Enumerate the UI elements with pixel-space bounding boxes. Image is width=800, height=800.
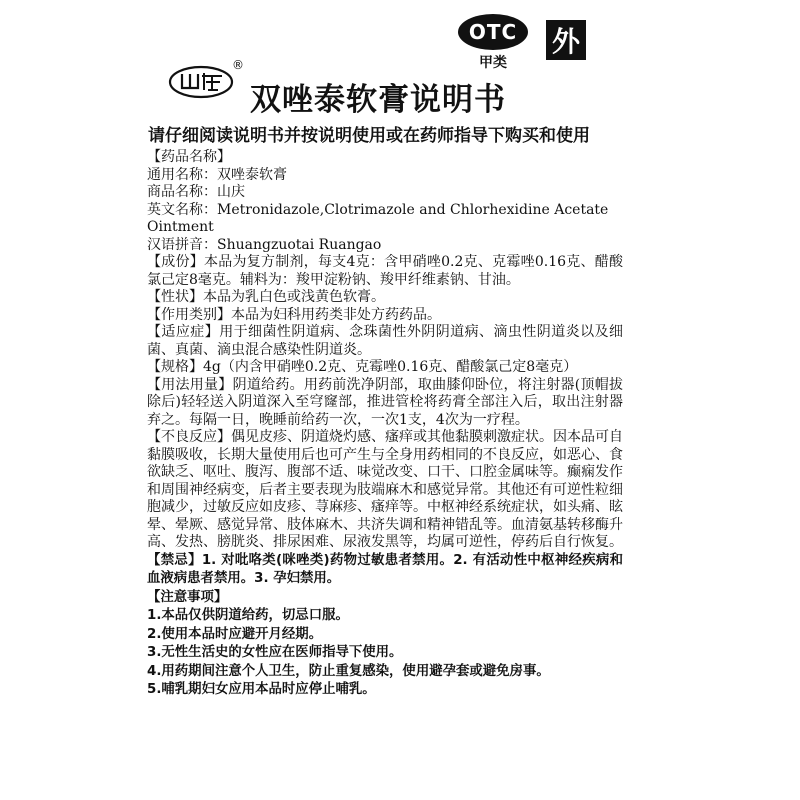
category-section [147,307,623,325]
indications-text: 用于细菌性阴道病、念珠菌性外阴阴道病、滴虫性阴道炎以及细菌、真菌、滴虫混合感染性阴道炎。 [147,324,623,358]
pinyin-value: Shuangzuotai Ruangao [217,236,382,253]
category-text: 本品为妇科用药类非处方药药品。 [231,306,441,323]
precaution-item: 1.本品仅供阴道给药，切忌口服。 [147,608,349,623]
indications-heading: 【适应症】 [147,324,220,340]
external-use-badge: 外 [546,20,586,60]
precaution-item: 5.哺乳期妇女应用本品时应停止哺乳。 [147,682,376,697]
dosage-heading: 【用法用量】 [147,376,233,393]
specification-text: 4g（内含甲硝唑0.2克、克霉唑0.16克、醋酸氯己定8毫克） [203,359,578,375]
category-heading: 【作用类别】 [147,306,231,323]
dosage-section [147,377,623,430]
composition-heading: 【成份】 [147,254,204,270]
generic-name-row [147,167,623,185]
specification-section [147,359,623,377]
description-heading: 【性状】 [147,289,203,305]
drug-name-heading: 【药品名称】 [147,149,231,165]
description-section [147,289,623,307]
precaution-item: 3.无性生活史的女性应在医师指导下使用。 [147,645,403,660]
precautions-heading: 【注意事项】 [147,589,228,605]
trade-name-value: 山庆 [217,184,245,200]
bold-sections [147,552,623,700]
english-name-label: 英文名称： [147,201,217,218]
english-name-row [147,202,623,237]
precaution-item: 2.使用本品时应避开月经期。 [147,626,323,642]
contraindications-text: 1. 对吡咯类(咪唑类)药物过敏患者禁用。2. 有活动性中枢神经疾病和血液病患者禁用。3. 孕妇禁用。 [147,552,624,586]
description-text: 本品为乳白色或浅黄色软膏。 [203,289,385,305]
adverse-heading: 【不良反应】 [147,429,231,445]
registered-mark: ® [232,58,244,72]
page-title: 双唑泰软膏说明书 [250,82,506,118]
otc-badge: OTC [458,14,528,50]
composition-section [147,254,623,289]
adverse-section [147,429,623,552]
indications-section [147,324,623,359]
contraindications-section [147,552,623,589]
english-name-value: Metronidazole,Clotrimazole and Chlorhexidine Acetate Ointment [147,201,609,235]
specification-heading: 【规格】 [147,359,203,375]
brand-logo-icon [168,64,234,100]
dosage-text: 阴道给药。用药前洗净阴部，取曲膝仰卧位，将注射器(顶帽拔除后)轻轻送入阴道深入至穹窿部，推进管栓将药膏全部注入后，取出注射器弃之。每隔一日，晚睡前给药一次，一次1支，4次为一疗程。 [147,376,624,428]
generic-name-label: 通用名称： [147,166,217,183]
composition-text: 本品为复方制剂，每支4克：含甲硝唑0.2克、克霉唑0.16克、醋酸氯己定8毫克。辅料为：羧甲淀粉钠、羧甲纤维素钠、甘油。 [147,254,624,288]
precaution-item: 4.用药期间注意个人卫生，防止重复感染，使用避孕套或避免房事。 [147,663,550,679]
usage-notice: 请仔细阅读说明书并按说明使用或在药师指导下购买和使用 [148,126,590,146]
adverse-text: 偶见皮疹、阴道烧灼感、瘙痒或其他黏膜刺激症状。因本品可自黏膜吸收，长期大量使用后也可产生与全身用药相同的不良反应，如恶心、食欲缺乏、呕吐、腹泻、腹部不适、味觉改变、口干、口腔金属味等。癫痫发作和周围神经病变，后者主要表现为肢端麻木和感觉异常。其他还有可逆性粒细胞减少，过敏反应如皮疹、荨麻疹、瘙痒等。中枢神经系统症状，如头痛、眩晕、晕厥、感觉异常、肢体麻木、共济失调和精神错乱等。血清氨基转移酶升高、发热、膀胱炎、排尿困难、尿液发黑等，均属可逆性，停药后自行恢复。 [147,429,623,550]
contraindications-heading: 【禁忌】 [147,552,202,568]
otc-category: 甲类 [479,55,507,71]
pinyin-label: 汉语拼音： [147,236,217,253]
generic-name-value: 双唑泰软膏 [217,166,287,183]
trade-name-label: 商品名称： [147,184,217,200]
leaflet-body [147,149,623,700]
trade-name-row [147,184,623,202]
pinyin-row [147,237,623,255]
